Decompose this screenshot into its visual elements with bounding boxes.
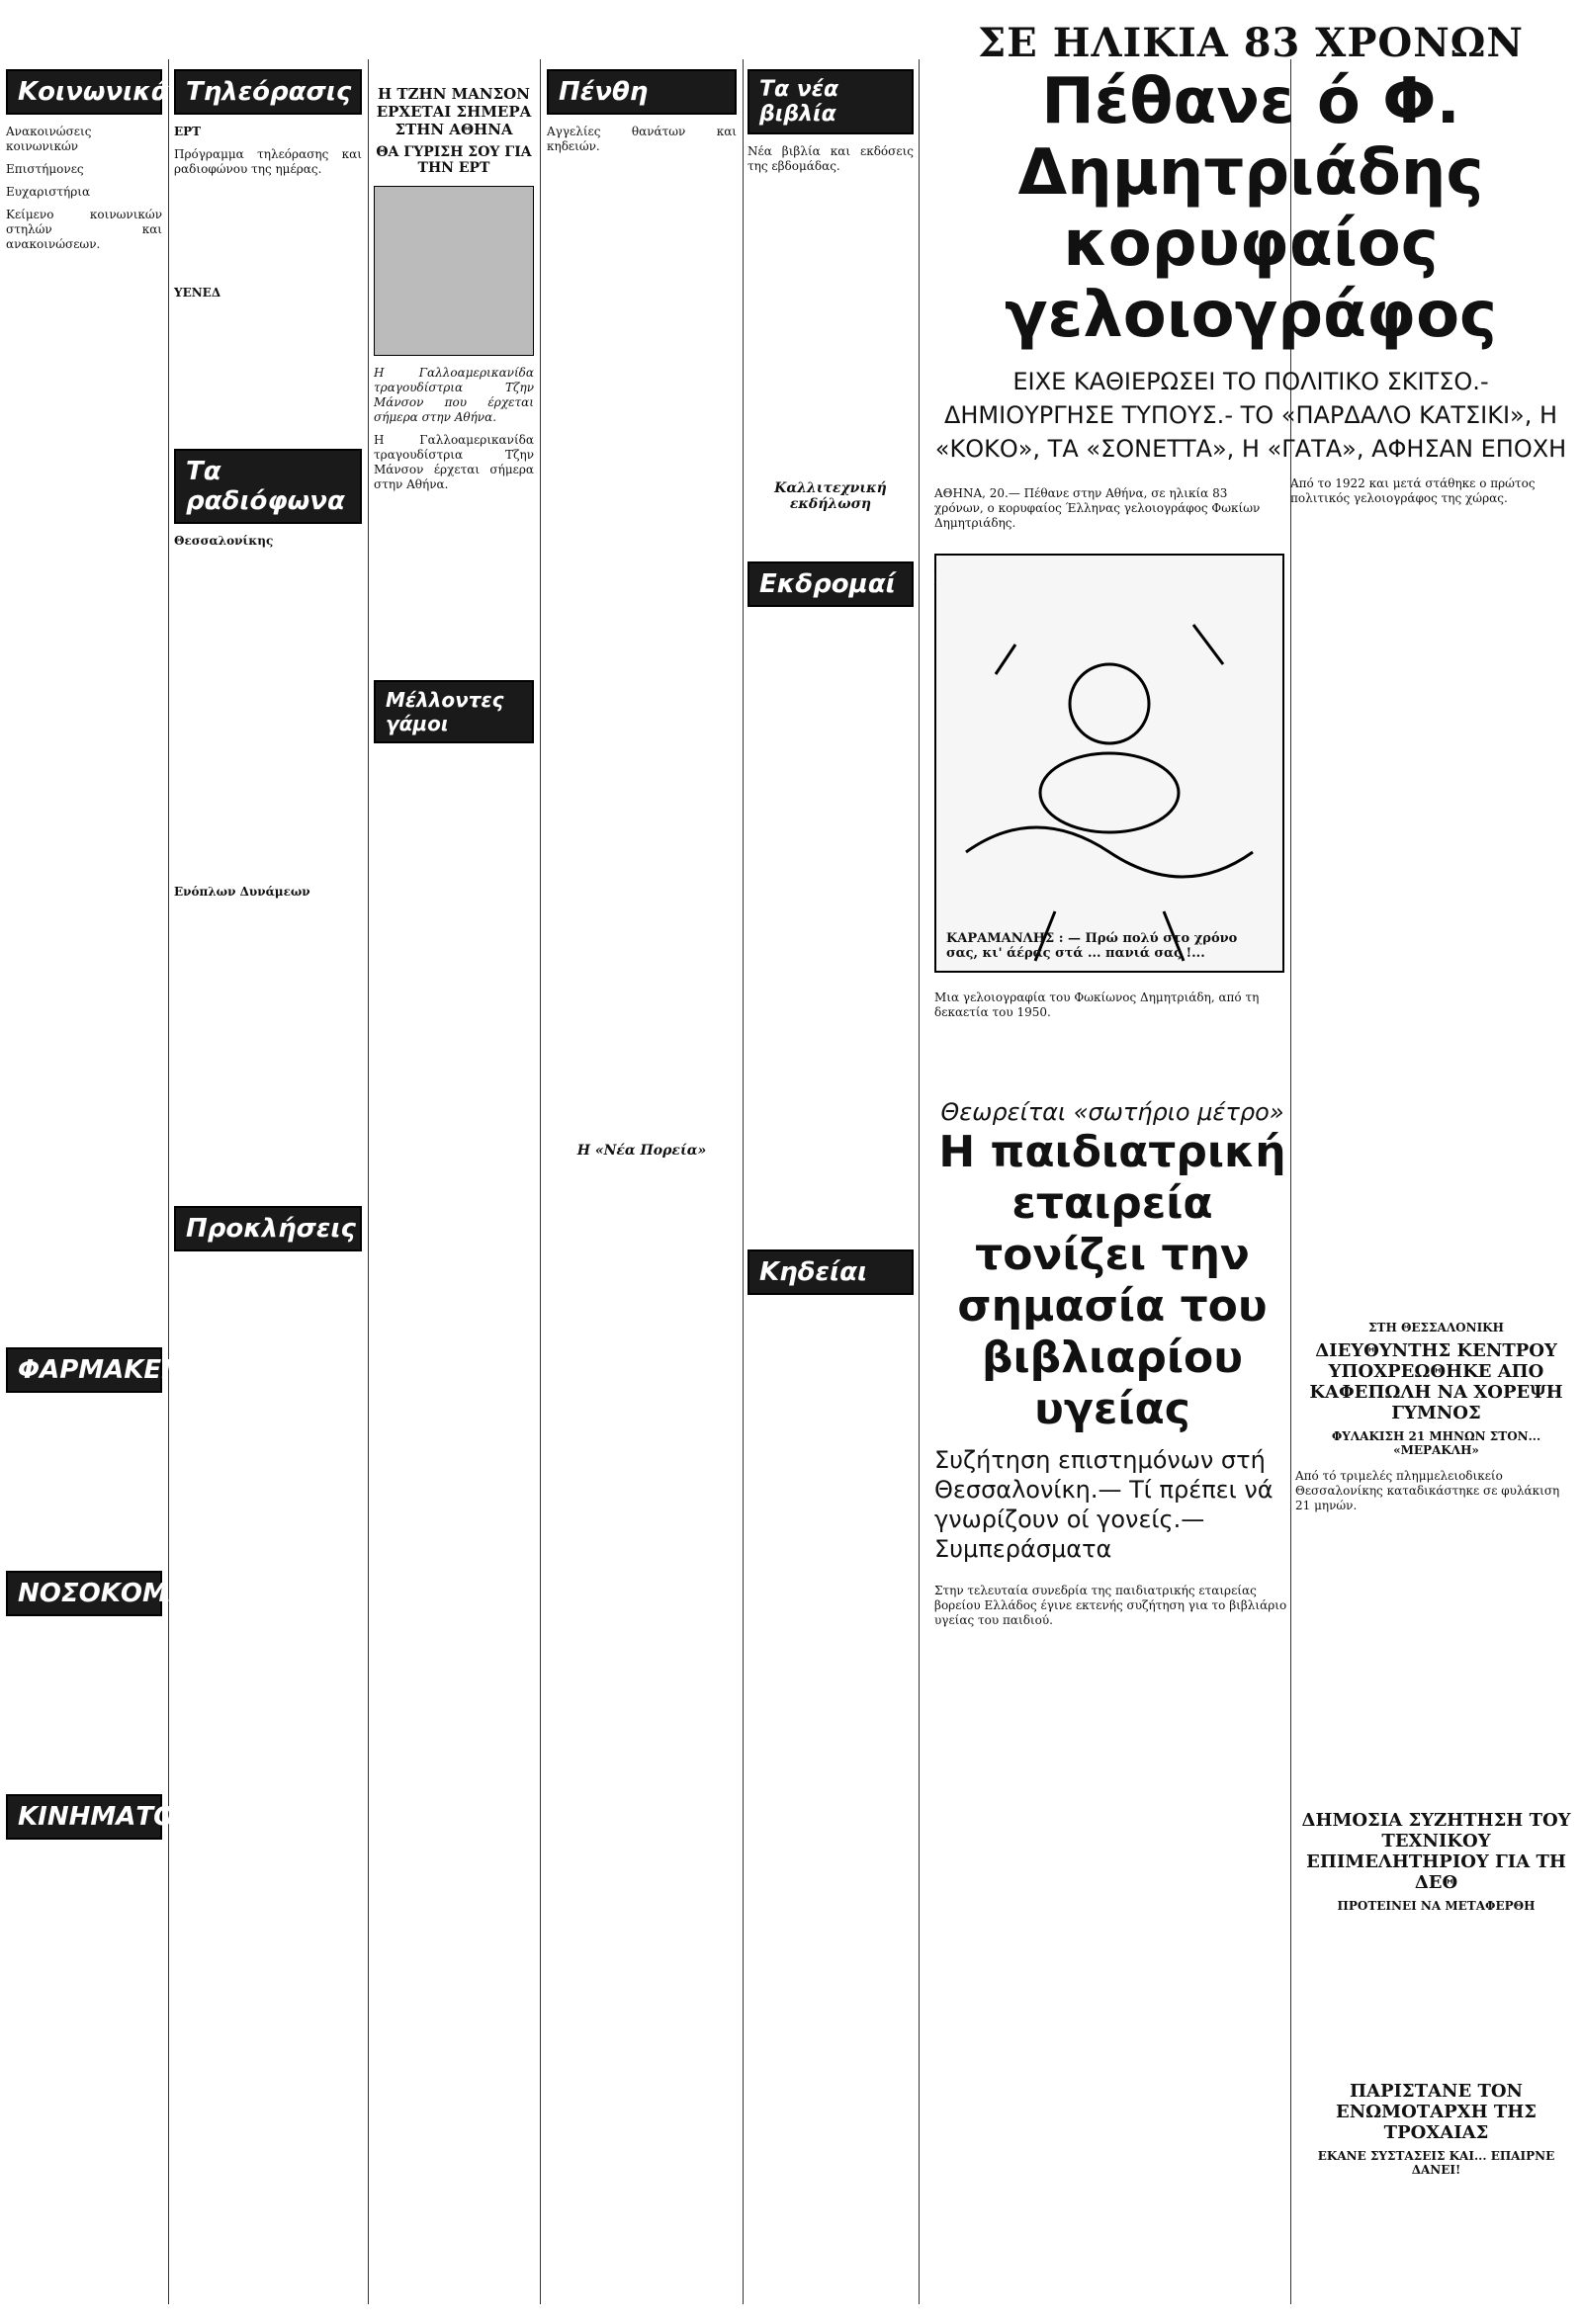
lead-right-col xyxy=(1290,465,1577,518)
manson-text: Η Γαλλοαμερικανίδα τραγουδίστρια Τζην Μάνσον έρχεται σήμερα στην Αθήνα. xyxy=(374,433,534,491)
pediatric-body: Στην τελευταία συνεδρία της παιδιατρικής εταιρείας βορείου Ελλάδος έγινε εκτενής συζήτηση για το βιβλιάριο υγείας του παιδιού. xyxy=(934,1584,1287,1627)
ad-art-event: Καλλιτεχνική εκδήλωση xyxy=(774,480,887,512)
section-header-tv: Τηλεόρασις xyxy=(174,69,362,115)
lead-right-text: Από το 1922 και μετά στάθηκε ο πρώτος πολιτικός γελοιογράφος της χώρας. xyxy=(1290,476,1536,505)
pediatric-kicker: Θεωρείται «σωτήριο μέτρο» xyxy=(940,1098,1284,1126)
cartoon-drawing xyxy=(936,556,1282,971)
section-header-funerals: Κηδείαι xyxy=(747,1249,914,1295)
radio-armed: Ενόπλων Δυνάμεων xyxy=(174,885,310,899)
side-subheadline-1: ΦΥΛΑΚΙΣΗ 21 ΜΗΝΩΝ ΣΤΟΝ... «ΜΕΡΑΚΛΗ» xyxy=(1331,1429,1541,1457)
manson-caption: Η Γαλλοαμερικανίδα τραγουδίστρια Τζην Μάνσον που έρχεται σήμερα στην Αθήνα. xyxy=(374,366,534,424)
column-books xyxy=(747,69,914,2304)
radio-thess: Θεσσαλονίκης xyxy=(174,534,274,548)
column-tv xyxy=(174,69,362,2304)
column-obituaries xyxy=(547,69,737,2304)
right-stories xyxy=(1295,1315,1577,2183)
social-item: Επιστήμονες xyxy=(6,162,84,176)
tv-yened: ΥΕΝΕΔ xyxy=(174,286,221,300)
obituaries-text: Αγγελίες θανάτων και κηδειών. xyxy=(547,125,737,153)
side-headline-3: ΠΑΡΙΣΤΑΝΕ ΤΟΝ ΕΝΩΜΟΤΑΡΧΗ ΤΗΣ ΤΡΟΧΑΙΑΣ xyxy=(1335,2081,1538,2143)
social-text: Κείμενο κοινωνικών στηλών και ανακοινώσεων. xyxy=(6,208,162,251)
manson-subhead: ΘΑ ΓΥΡΙΣΗ ΣΟΥ ΓΙΑ ΤΗΝ ΕΡΤ xyxy=(376,144,532,176)
section-header-excursions: Εκδρομαί xyxy=(747,561,914,607)
section-header-hospitals: ΝΟΣΟΚΟΜΕΙΑ xyxy=(6,1571,162,1616)
manson-headline: Η ΤΖΗΝ ΜΑΝΣΟΝ ΕΡΧΕΤΑΙ ΣΗΜΕΡΑ ΣΤΗΝ ΑΘΗΝΑ xyxy=(376,85,532,138)
pediatric-sub: Συζήτηση επιστημόνων στή Θεσσαλονίκη.— Τί πρέπει νά γνωρίζουν οί γονείς.— Συμπεράσματα xyxy=(934,1446,1274,1563)
column-manson xyxy=(374,79,534,2304)
lead-headline: Πέθανε ό Φ. Δημητριάδης κορυφαίος γελοιογράφος xyxy=(1005,65,1497,352)
side-kicker: ΣΤΗ ΘΕΣΣΑΛΟΝΙΚΗ xyxy=(1368,1321,1504,1334)
social-item: Ευχαριστήρια xyxy=(6,185,91,199)
side-headline-2: ΔΗΜΟΣΙΑ ΣΥΖΗΤΗΣΗ ΤΟΥ ΤΕΧΝΙΚΟΥ ΕΠΙΜΕΛΗΤΗΡΙΟΥ ΓΙΑ ΤΗ ΔΕΘ xyxy=(1301,1810,1571,1893)
tv-ert: ΕΡΤ xyxy=(174,125,202,138)
cartoon xyxy=(934,554,1284,973)
social-item: Ανακοινώσεις κοινωνικών xyxy=(6,125,92,153)
section-header-cinemas: ΚΙΝΗΜΑΤΟΓΡΑΦΟΙ xyxy=(6,1794,162,1840)
section-header-mourning: Πένθη xyxy=(547,69,737,115)
pediatric-article xyxy=(934,1097,1290,1640)
side-text: Από τό τριμελές πλημμελειοδικείο Θεσσαλονίκης καταδικάστηκε σε φυλάκιση 21 μηνών. xyxy=(1295,1469,1560,1512)
ad-new-course: Η «Νέα Πορεία» xyxy=(576,1143,707,1159)
cartoon-caption: ΚΑΡΑΜΑΝΛΗΣ : — Πρώ πολύ στο χρόνο σας, κι' άέρας στά ... πανιά σας !... xyxy=(946,931,1238,961)
lead-body: ΑΘΗΝΑ, 20.— Πέθανε στην Αθήνα, σε ηλικία 83 χρόνων, ο κορυφαίος Έλληνας γελοιογράφος Φωκίων Δημητριάδης. xyxy=(934,486,1261,530)
lead-story xyxy=(924,20,1577,479)
side-subheadline-2: ΠΡΟΤΕΙΝΕΙ ΝΑ ΜΕΤΑΦΕΡΘΗ xyxy=(1337,1899,1536,1913)
side-headline-1: ΔΙΕΥΘΥΝΤΗΣ ΚΕΝΤΡΟΥ ΥΠΟΧΡΕΩΘΗΚΕ ΑΠΟ ΚΑΦΕΠΩΛΗ ΝΑ ΧΟΡΕΨΗ ΓΥΜΝΟΣ xyxy=(1309,1340,1563,1423)
section-header-pharmacies: ΦΑΡΜΑΚΕΙΑ xyxy=(6,1347,162,1393)
pediatric-headline: Η παιδιατρική εταιρεία τονίζει την σημασία του βιβλιαρίου υγείας xyxy=(938,1127,1286,1434)
section-header-new-books: Τα νέα βιβλία xyxy=(747,69,914,134)
section-header-social: Κοινωνικά xyxy=(6,69,162,115)
lead-deck: ΕΙΧΕ ΚΑΘΙΕΡΩΣΕΙ ΤΟ ΠΟΛΙΤΙΚΟ ΣΚΙΤΣΟ.- ΔΗΜΙΟΥΡΓΗΣΕ ΤΥΠΟΥΣ.- ΤΟ «ΠΑΡΔΑΛΟ ΚΑΤΣΙΚΙ», Η «ΚΟΚΟ», ΤΑ «ΣΟΝΕΤΤΑ», Η «ΓΑΤΑ», ΑΦΗΣΑΝ ΕΠΟΧΗ xyxy=(934,368,1567,463)
section-header-future-weddings: Μέλλοντες γάμοι xyxy=(374,680,534,743)
tv-text: Πρόγραμμα τηλεόρασης και ραδιοφώνου της ημέρας. xyxy=(174,147,362,176)
side-subheadline-3: ΕΚΑΝΕ ΣΥΣΤΑΣΕΙΣ ΚΑΙ... ΕΠΑΙΡΝΕ ΔΑΝΕΙ! xyxy=(1317,2149,1555,2177)
manson-photo xyxy=(374,186,534,356)
section-header-radio: Τα ραδιόφωνα xyxy=(174,449,362,524)
books-text: Νέα βιβλία και εκδόσεις της εβδομάδας. xyxy=(747,144,914,173)
lead-kicker: ΣΕ ΗΛΙΚΙΑ 83 ΧΡΟΝΩΝ xyxy=(978,20,1524,66)
section-header-challenges: Προκλήσεις xyxy=(174,1206,362,1251)
cartoon-note: Μια γελοιογραφία του Φωκίωνος Δημητριάδη, από τη δεκαετία του 1950. xyxy=(934,990,1260,1019)
